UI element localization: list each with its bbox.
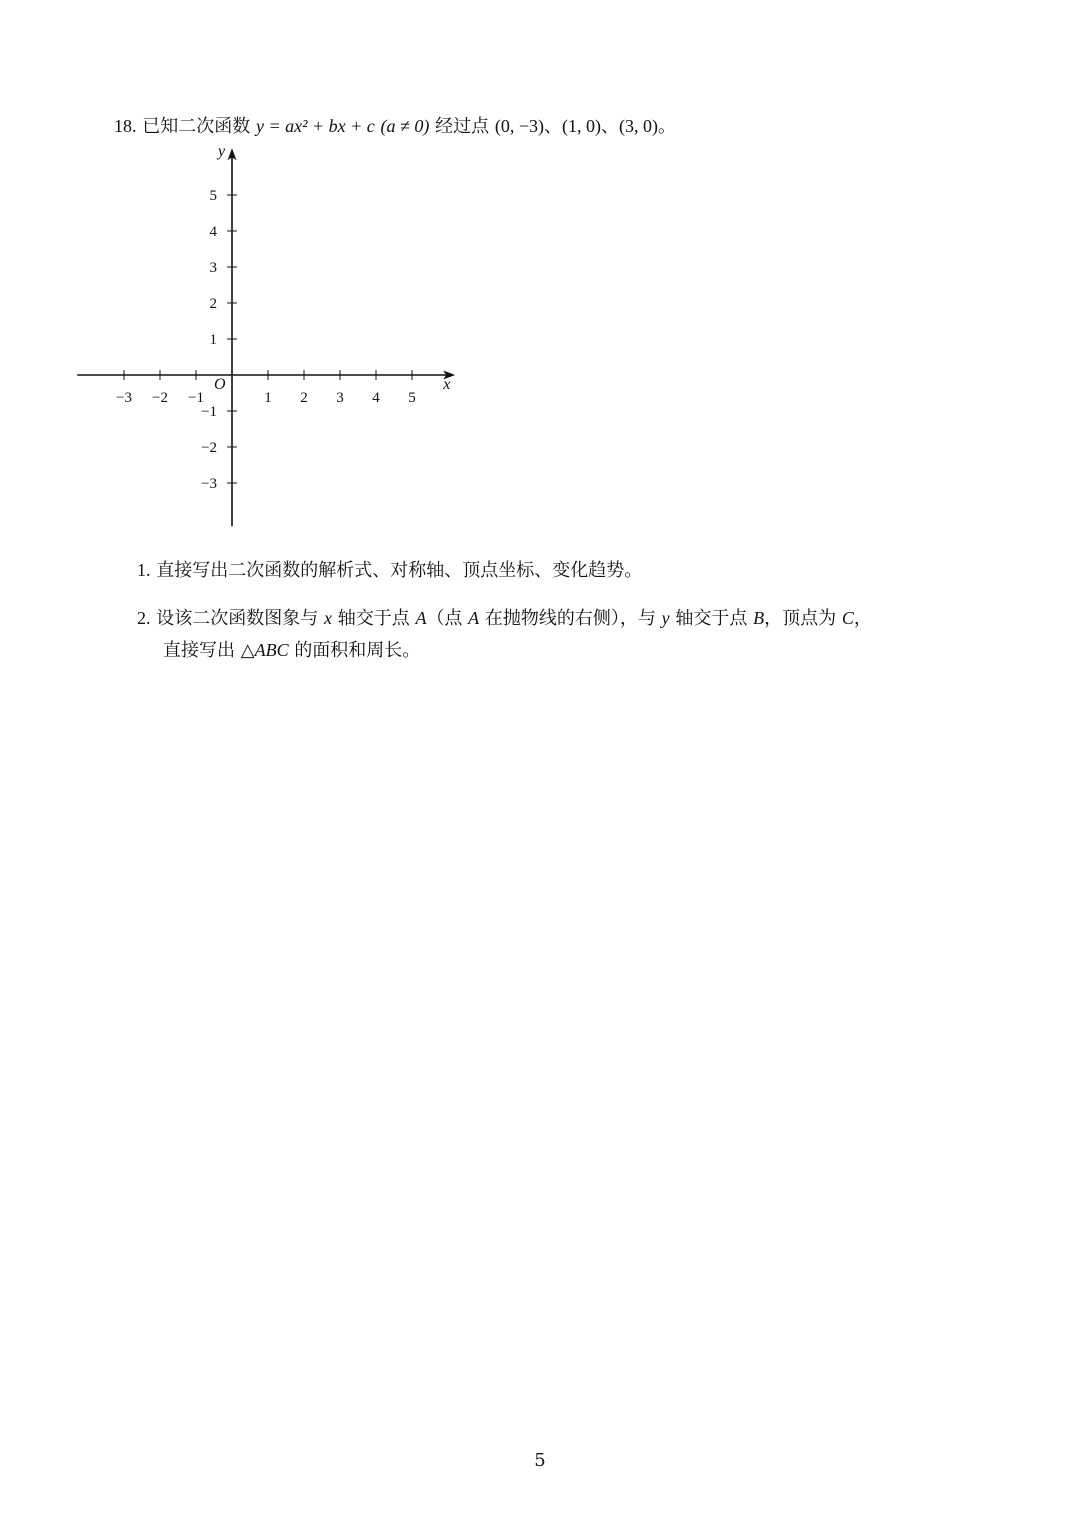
y-tick-label: 2 xyxy=(209,296,217,312)
x-tick-label: −1 xyxy=(188,390,204,406)
question-formula: y = ax² + bx + c xyxy=(255,116,375,136)
sub-question-2-part-2: 轴交于点 xyxy=(337,608,410,629)
x-tick-label: −3 xyxy=(116,390,132,406)
sub-question-2-part-6: ，顶点为 xyxy=(764,608,837,629)
x-tick-label: 2 xyxy=(300,390,308,406)
x-tick-label: 5 xyxy=(408,390,416,406)
y-tick-label: −3 xyxy=(201,476,217,492)
sub-question-2-part-1: 设该二次函数图象与 xyxy=(156,608,319,629)
point-b-label: B xyxy=(753,608,765,628)
origin-label: O xyxy=(214,376,226,393)
sub-question-2-part-3: （点 xyxy=(426,608,463,629)
sub-question-1-text: 直接写出二次函数的解析式、对称轴、顶点坐标、变化趋势。 xyxy=(156,560,643,581)
point-a-label: A xyxy=(415,608,427,628)
y-tick-label: 5 xyxy=(209,188,217,204)
sub-question-2-part-4: 在抛物线的右侧），与 xyxy=(484,608,656,629)
point-a-label-2: A xyxy=(468,608,480,628)
question-condition: (a ≠ 0) xyxy=(380,116,430,136)
coordinate-plane xyxy=(0,0,1080,560)
question-lead: 已知二次函数 xyxy=(142,116,251,137)
point-2: (1, 0) xyxy=(561,116,601,136)
sub-question-1-number: 1. xyxy=(137,560,151,580)
y-tick-label: 1 xyxy=(209,332,217,348)
sub-question-2-line-1 xyxy=(137,606,872,631)
page-number: 5 xyxy=(534,1450,546,1471)
y-tick-label: −2 xyxy=(201,440,217,456)
point-3: (3, 0) xyxy=(618,116,658,136)
question-number: 18. xyxy=(114,116,137,136)
y-tick-label: 4 xyxy=(209,224,217,240)
separator-2: 、 xyxy=(600,116,619,137)
sub-question-2-number: 2. xyxy=(137,608,151,628)
variable-x: x xyxy=(323,608,332,628)
separator-1: 、 xyxy=(543,116,562,137)
y-axis-label: y xyxy=(218,143,226,161)
x-tick-label: −2 xyxy=(152,390,168,406)
x-axis-label: x xyxy=(443,376,451,393)
sub-question-2-part-5: 轴交于点 xyxy=(675,608,748,629)
y-tick-label: 3 xyxy=(209,260,217,276)
question-passes-through: 经过点 xyxy=(435,116,490,137)
point-c-label: C xyxy=(841,608,854,628)
x-tick-label: 1 xyxy=(264,390,272,406)
axes xyxy=(77,143,455,526)
variable-y: y xyxy=(661,608,670,628)
sub-question-2-part-8: 直接写出 xyxy=(163,640,235,661)
x-tick-label: 4 xyxy=(372,390,380,406)
question-end: 。 xyxy=(657,116,676,137)
sub-question-2-line-2 xyxy=(163,638,420,663)
sub-question-1 xyxy=(137,558,642,583)
x-tick-label: 3 xyxy=(336,390,344,406)
point-1: (0, −3) xyxy=(494,116,544,136)
y-tick-label: −1 xyxy=(201,404,217,420)
triangle-abc: △ABC xyxy=(240,640,289,660)
sub-question-2-part-7: ， xyxy=(853,608,872,629)
sub-question-2-part-9: 的面积和周长。 xyxy=(294,640,421,661)
